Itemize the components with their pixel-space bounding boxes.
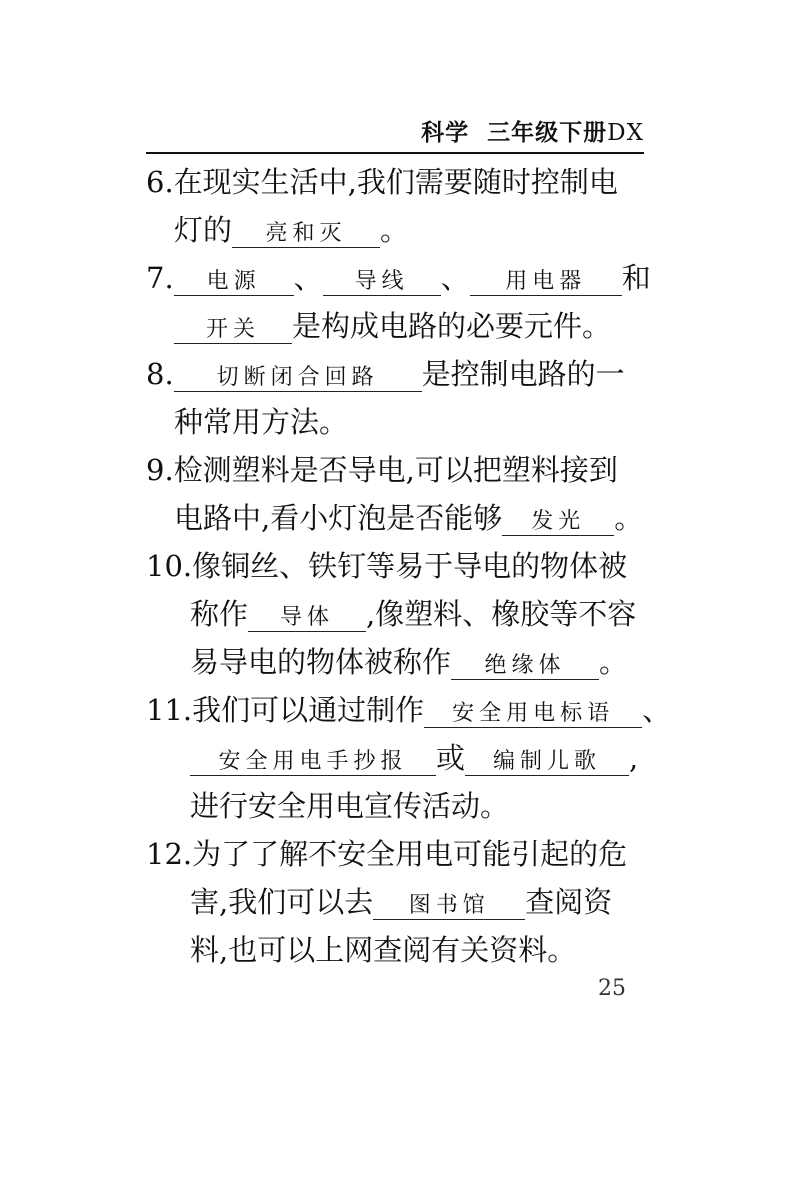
item-12-answer-1: 图书馆	[408, 893, 490, 918]
item-6-number: 6.	[146, 165, 174, 199]
item-8-line-2	[174, 402, 348, 442]
item-6-answer-1: 亮和灭	[265, 221, 347, 246]
item-9-answer-1: 发光	[531, 509, 586, 534]
item-8-text-1: 是控制电路的一	[421, 357, 625, 391]
item-7-answer-1: 电源	[206, 269, 261, 294]
item-12-text-3: 查阅资	[525, 885, 613, 919]
item-10-answer-2: 绝缘体	[484, 653, 566, 678]
item-7-blank-1	[174, 261, 294, 296]
item-10-text-5: 。	[599, 645, 629, 679]
item-10-text-2: 称作	[190, 597, 249, 631]
item-11-line-3	[190, 786, 509, 826]
item-7-line-1	[146, 258, 651, 298]
item-12-number: 12.	[146, 837, 193, 871]
item-7-answer-2: 导线	[354, 269, 409, 294]
item-11-number: 11.	[146, 693, 193, 727]
item-7-blank-2	[323, 261, 441, 296]
item-7-text-1: 和	[621, 261, 651, 295]
item-9-text-1: 检测塑料是否导电,可以把塑料接到	[173, 453, 618, 487]
item-7-text-2: 是构成电路的必要元件。	[292, 309, 612, 343]
item-11-answer-3: 编制儿歌	[493, 749, 602, 774]
item-6-text-1: 在现实生活中,我们需要随时控制电	[173, 165, 618, 199]
item-12-line-1	[146, 834, 627, 874]
item-8-text-2: 种常用方法。	[174, 405, 349, 439]
item-7-blank-4	[174, 309, 292, 344]
item-10-line-1	[146, 546, 627, 586]
item-11-text-3: 或	[436, 741, 466, 775]
item-11-answer-1: 安全用电标语	[452, 701, 615, 726]
item-7-sep-1: 、	[293, 261, 323, 295]
item-11-blank-3	[465, 741, 629, 776]
item-8-blank-1	[174, 357, 422, 392]
header-subject: 科学	[421, 120, 470, 146]
item-12-blank-1	[373, 885, 525, 920]
item-6-text-2: 灯的	[174, 213, 233, 247]
item-9-number: 9.	[146, 453, 174, 487]
item-9-blank-1	[502, 501, 614, 536]
item-11-line-2	[190, 738, 638, 778]
item-6-line-2	[174, 210, 409, 250]
item-10-answer-1: 导体	[280, 605, 335, 630]
item-9-line-1	[146, 450, 618, 490]
item-12-text-2: 害,我们可以去	[190, 885, 374, 919]
item-11-text-1: 我们可以通过制作	[192, 693, 425, 727]
item-10-blank-1	[248, 597, 366, 632]
item-7-number: 7.	[146, 261, 174, 295]
item-12-text-4: 料,也可以上网查阅有关资料。	[190, 933, 577, 967]
item-11-text-4: ,	[629, 741, 639, 775]
item-6-text-3: 。	[380, 213, 410, 247]
item-12-line-3	[190, 930, 576, 970]
item-7-line-2	[174, 306, 611, 346]
header-grade: 三年级下册	[487, 120, 608, 146]
item-10-blank-2	[451, 645, 599, 680]
item-10-text-1: 像铜丝、铁钉等易于导电的物体被	[192, 549, 628, 583]
item-10-line-2	[190, 594, 636, 634]
item-10-line-3	[190, 642, 628, 682]
item-8-line-1	[146, 354, 625, 394]
item-10-text-3: ,像塑料、橡胶等不容	[366, 597, 637, 631]
item-9-text-2: 电路中,看小灯泡是否能够	[174, 501, 503, 535]
header-tag: DX	[607, 120, 644, 146]
item-12-line-2	[190, 882, 612, 922]
item-11-answer-2: 安全用电手抄报	[218, 749, 408, 774]
item-11-text-2: 、	[642, 693, 672, 727]
item-11-blank-2	[190, 741, 436, 776]
item-7-blank-3	[470, 261, 622, 296]
item-7-sep-2: 、	[440, 261, 470, 295]
item-6-line-1	[146, 162, 618, 202]
item-6-blank-1	[232, 213, 380, 248]
item-8-number: 8.	[146, 357, 174, 391]
item-8-answer-1: 切断闭合回路	[216, 365, 379, 390]
item-9-text-3: 。	[614, 501, 644, 535]
item-12-text-1: 为了了解不安全用电可能引起的危	[192, 837, 628, 871]
item-10-text-4: 易导电的物体被称作	[190, 645, 452, 679]
item-7-answer-4: 开关	[205, 317, 260, 342]
item-11-text-5: 进行安全用电宣传活动。	[190, 789, 510, 823]
item-9-line-2	[174, 498, 643, 538]
item-7-answer-3: 用电器	[505, 269, 587, 294]
item-11-blank-1	[424, 693, 642, 728]
header-text	[421, 114, 644, 147]
item-10-number: 10.	[146, 549, 193, 583]
page-number: 25	[598, 976, 626, 1001]
page-header	[146, 112, 644, 154]
item-11-line-1	[146, 690, 671, 730]
